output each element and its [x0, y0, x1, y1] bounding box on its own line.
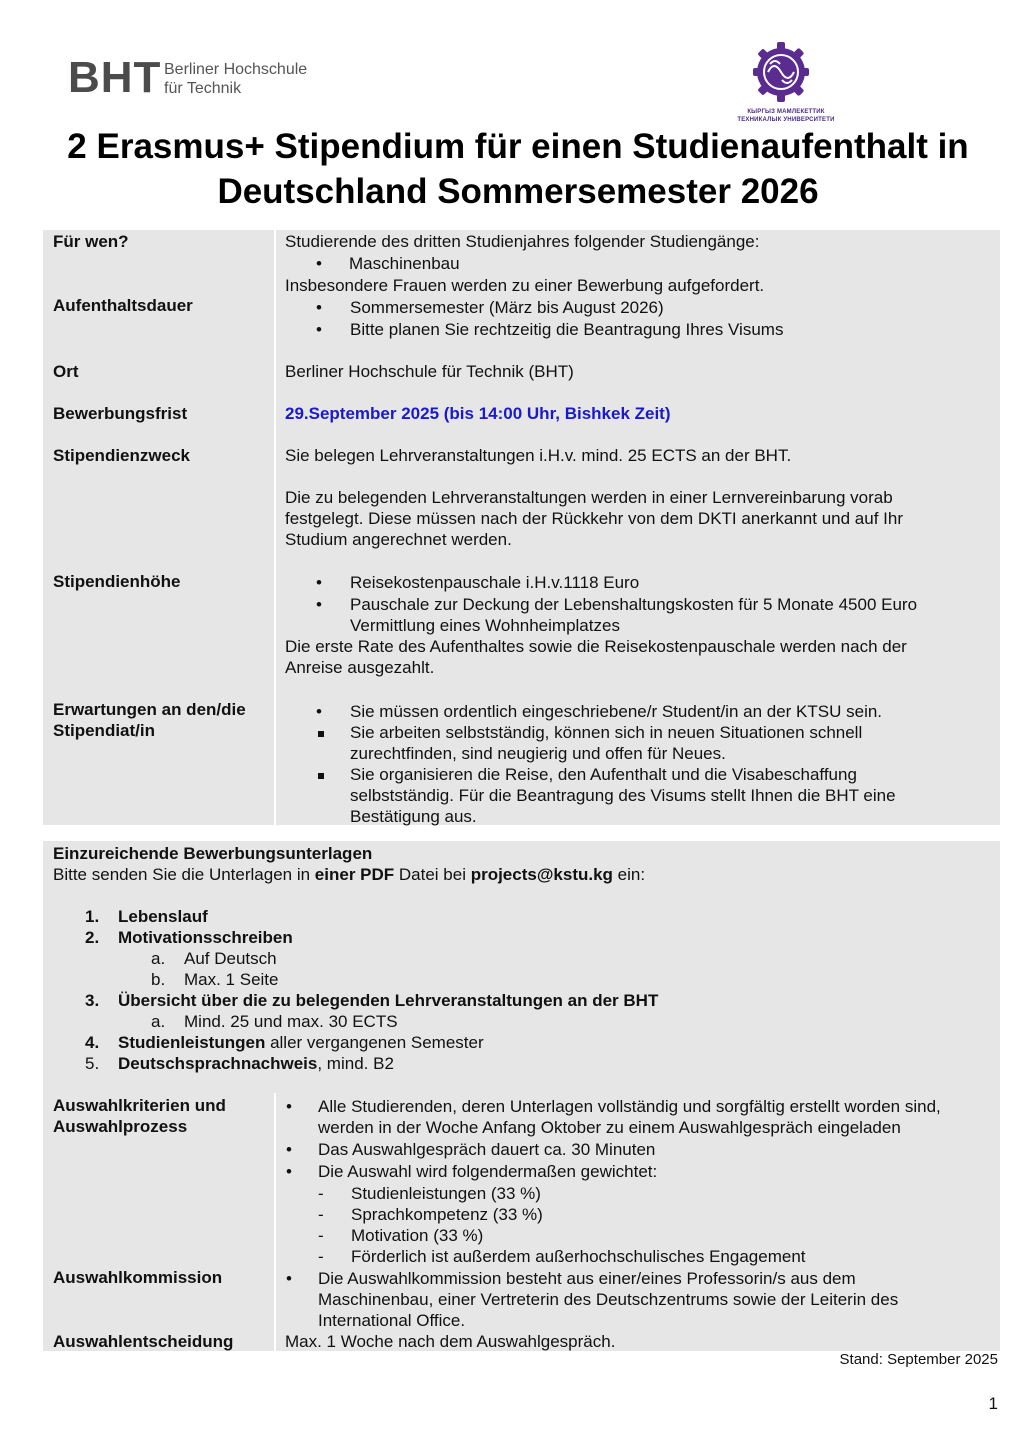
kriterien-b1-line2: werden in der Woche Anfang Oktober zu einem Auswahlgespräch eingeladen	[318, 1118, 901, 1137]
kriterien-b2: Das Auswahlgespräch dauert ca. 30 Minuten	[318, 1140, 656, 1159]
kstu-logo	[736, 42, 836, 128]
list-letter: b.	[151, 970, 166, 989]
list-number: 2.	[85, 928, 100, 947]
list-number: 3.	[85, 991, 100, 1010]
hoehe-bullet1: Reisekostenpauschale i.H.v.1118 Euro	[350, 573, 640, 592]
list-item-studienleistungen	[118, 1032, 484, 1053]
list-item-uebersicht: Übersicht über die zu belegenden Lehrveranstaltungen an der BHT	[118, 991, 659, 1010]
kstu-emblem-icon	[748, 42, 814, 102]
kstu-logo-text	[736, 108, 836, 124]
studienleistungen-rest: aller vergangenen Semester	[265, 1033, 484, 1052]
label-stipendienzweck: Stipendienzweck	[53, 446, 190, 465]
fuer-wen-bullet1: Maschinenbau	[349, 254, 460, 273]
list-letter: a.	[151, 949, 166, 968]
kriterien-d1: Studienleistungen (33 %)	[351, 1184, 541, 1203]
fuer-wen-intro: Studierende des dritten Studienjahres folgender Studiengänge:	[285, 232, 760, 251]
intro-part-c: Datei bei	[394, 865, 471, 884]
zweck-para-line2: festgelegt. Diese müssen nach der Rückkehr von dem DKTI anerkannt und auf Ihr	[285, 509, 903, 528]
list-subitem-ects: Mind. 25 und max. 30 ECTS	[184, 1012, 398, 1031]
bht-logo-mark: BHT	[68, 53, 162, 102]
bullet-dot-icon: •	[316, 595, 322, 614]
zweck-para-line1: Die zu belegenden Lehrveranstaltungen werden in einer Lernvereinbarung vorab	[285, 488, 893, 507]
bullet-dot-icon: •	[316, 573, 322, 592]
unterlagen-heading: Einzureichende Bewerbungsunterlagen	[53, 844, 373, 863]
hoehe-note-line2: Anreise ausgezahlt.	[285, 658, 435, 677]
label-erwartungen-line2: Stipendiat/in	[53, 721, 155, 740]
bullet-dot-icon: •	[286, 1097, 292, 1116]
title-line2: Deutschland Sommersemester 2026	[217, 172, 819, 211]
email-address[interactable]: projects@kstu.kg	[470, 865, 613, 884]
label-fuer-wen: Für wen?	[53, 232, 129, 251]
dash-icon: -	[318, 1226, 324, 1245]
bullet-square-icon	[318, 764, 324, 785]
zweck-para-line3: Studium angerechnet werden.	[285, 530, 512, 549]
title-line1: 2 Erasmus+ Stipendium für einen Studienaufenthalt in	[67, 127, 969, 166]
kriterien-d3: Motivation (33 %)	[351, 1226, 484, 1245]
list-subitem-deutsch: Auf Deutsch	[184, 949, 277, 968]
list-item-lebenslauf: Lebenslauf	[118, 907, 208, 926]
kommission-line1: Die Auswahlkommission besteht aus einer/eines Professorin/s aus dem	[318, 1269, 856, 1288]
bullet-dot-icon: •	[286, 1269, 292, 1288]
bullet-dot-icon: •	[316, 298, 322, 317]
list-subitem-seite: Max. 1 Seite	[184, 970, 279, 989]
label-ort: Ort	[53, 362, 79, 381]
entscheidung-value: Max. 1 Woche nach dem Auswahlgespräch.	[285, 1332, 616, 1351]
list-item-motivationsschreiben: Motivationsschreiben	[118, 928, 293, 947]
list-letter: a.	[151, 1012, 166, 1031]
list-item-sprachnachweis	[118, 1053, 394, 1074]
bullet-dot-icon: •	[316, 702, 322, 721]
fuer-wen-note: Insbesondere Frauen werden zu einer Bewerbung aufgefordert.	[285, 276, 765, 295]
sprachnachweis-bold: Deutschsprachnachweis	[118, 1054, 318, 1073]
erwartungen-bullet3-line2: selbstständig. Für die Beantragung des Visums stellt Ihnen die BHT eine	[350, 786, 896, 805]
list-number: 5.	[85, 1054, 100, 1073]
column-divider	[274, 230, 276, 825]
bht-logo-name	[164, 60, 307, 98]
bht-name-line2: für Technik	[164, 80, 242, 97]
erwartungen-bullet2-line1: Sie arbeiten selbstständig, können sich in neuen Situationen schnell	[350, 723, 863, 742]
zweck-line1: Sie belegen Lehrveranstaltungen i.H.v. mind. 25 ECTS an der BHT.	[285, 446, 792, 465]
kriterien-b3: Die Auswahl wird folgendermaßen gewichtet:	[318, 1162, 658, 1181]
dash-icon: -	[318, 1247, 324, 1266]
sprachnachweis-rest: , mind. B2	[317, 1054, 394, 1073]
label-aufenthaltsdauer: Aufenthaltsdauer	[53, 296, 193, 315]
kommission-line3: International Office.	[318, 1311, 466, 1330]
intro-part-a: Bitte senden Sie die Unterlagen in	[53, 865, 315, 884]
bullet-dot-icon: •	[316, 254, 322, 273]
column-divider	[274, 1093, 276, 1351]
label-auswahlkriterien-line2: Auswahlprozess	[53, 1117, 188, 1136]
kriterien-d2: Sprachkompetenz (33 %)	[351, 1205, 543, 1224]
label-bewerbungsfrist: Bewerbungsfrist	[53, 404, 188, 423]
label-erwartungen-line1: Erwartungen an den/die	[53, 700, 246, 719]
kstu-text-line2: ТЕХНИКАЛЫК УНИВЕРСИТЕТИ	[737, 117, 835, 123]
erwartungen-bullet2-line2: zurechtfinden, sind neugierig und offen für Neues.	[350, 744, 726, 763]
erwartungen-bullet3-line3: Bestätigung aus.	[350, 807, 477, 826]
studienleistungen-bold: Studienleistungen	[118, 1033, 266, 1052]
ort-value: Berliner Hochschule für Technik (BHT)	[285, 362, 574, 381]
intro-part-e: ein:	[612, 865, 646, 884]
bullet-dot-icon: •	[286, 1140, 292, 1159]
list-number: 4.	[85, 1033, 100, 1052]
page-number: 1	[988, 1394, 998, 1413]
kriterien-d4: Förderlich ist außerdem außerhochschulisches Engagement	[351, 1247, 806, 1266]
dauer-bullet2: Bitte planen Sie rechtzeitig die Beantragung Ihres Visums	[350, 320, 784, 339]
stand-date: Stand: September 2025	[839, 1351, 998, 1368]
label-auswahlkommission: Auswahlkommission	[53, 1268, 223, 1287]
bullet-dot-icon: •	[316, 320, 322, 339]
bht-name-line1: Berliner Hochschule	[164, 61, 308, 78]
list-number: 1.	[85, 907, 100, 926]
label-auswahlentscheidung: Auswahlentscheidung	[53, 1332, 234, 1351]
kriterien-b1-line1: Alle Studierenden, deren Unterlagen vollständig und sorgfältig erstellt worden sind,	[318, 1097, 941, 1116]
hoehe-bullet2-line2: Vermittlung eines Wohnheimplatzes	[350, 616, 620, 635]
dauer-bullet1: Sommersemester (März bis August 2026)	[350, 298, 664, 317]
dash-icon: -	[318, 1205, 324, 1224]
bewerbungsfrist-value: 29.September 2025 (bis 14:00 Uhr, Bishkek Zeit)	[285, 404, 671, 423]
hoehe-note-line1: Die erste Rate des Aufenthaltes sowie die Reisekostenpauschale werden nach der	[285, 637, 907, 656]
bht-logo	[68, 52, 338, 112]
label-auswahlkriterien-line1: Auswahlkriterien und	[53, 1096, 226, 1115]
unterlagen-intro	[53, 864, 645, 885]
dash-icon: -	[318, 1184, 324, 1203]
kommission-line2: Maschinenbau, einer Vertreterin des Deutschzentrums sowie der Leiterin des	[318, 1290, 899, 1309]
kstu-text-line1: КЫРГЫЗ МАМЛЕКЕТТИК	[747, 109, 825, 115]
intro-part-b: einer PDF	[314, 865, 395, 884]
label-stipendienhoehe: Stipendienhöhe	[53, 572, 181, 591]
bullet-dot-icon: •	[286, 1162, 292, 1181]
hoehe-bullet2-line1: Pauschale zur Deckung der Lebenshaltungskosten für 5 Monate 4500 Euro	[350, 595, 918, 614]
erwartungen-bullet1: Sie müssen ordentlich eingeschriebene/r Student/in an der KTSU sein.	[350, 702, 883, 721]
bullet-square-icon	[318, 722, 324, 743]
erwartungen-bullet3-line1: Sie organisieren die Reise, den Aufenthalt und die Visabeschaffung	[350, 765, 857, 784]
page-title	[30, 124, 1006, 214]
